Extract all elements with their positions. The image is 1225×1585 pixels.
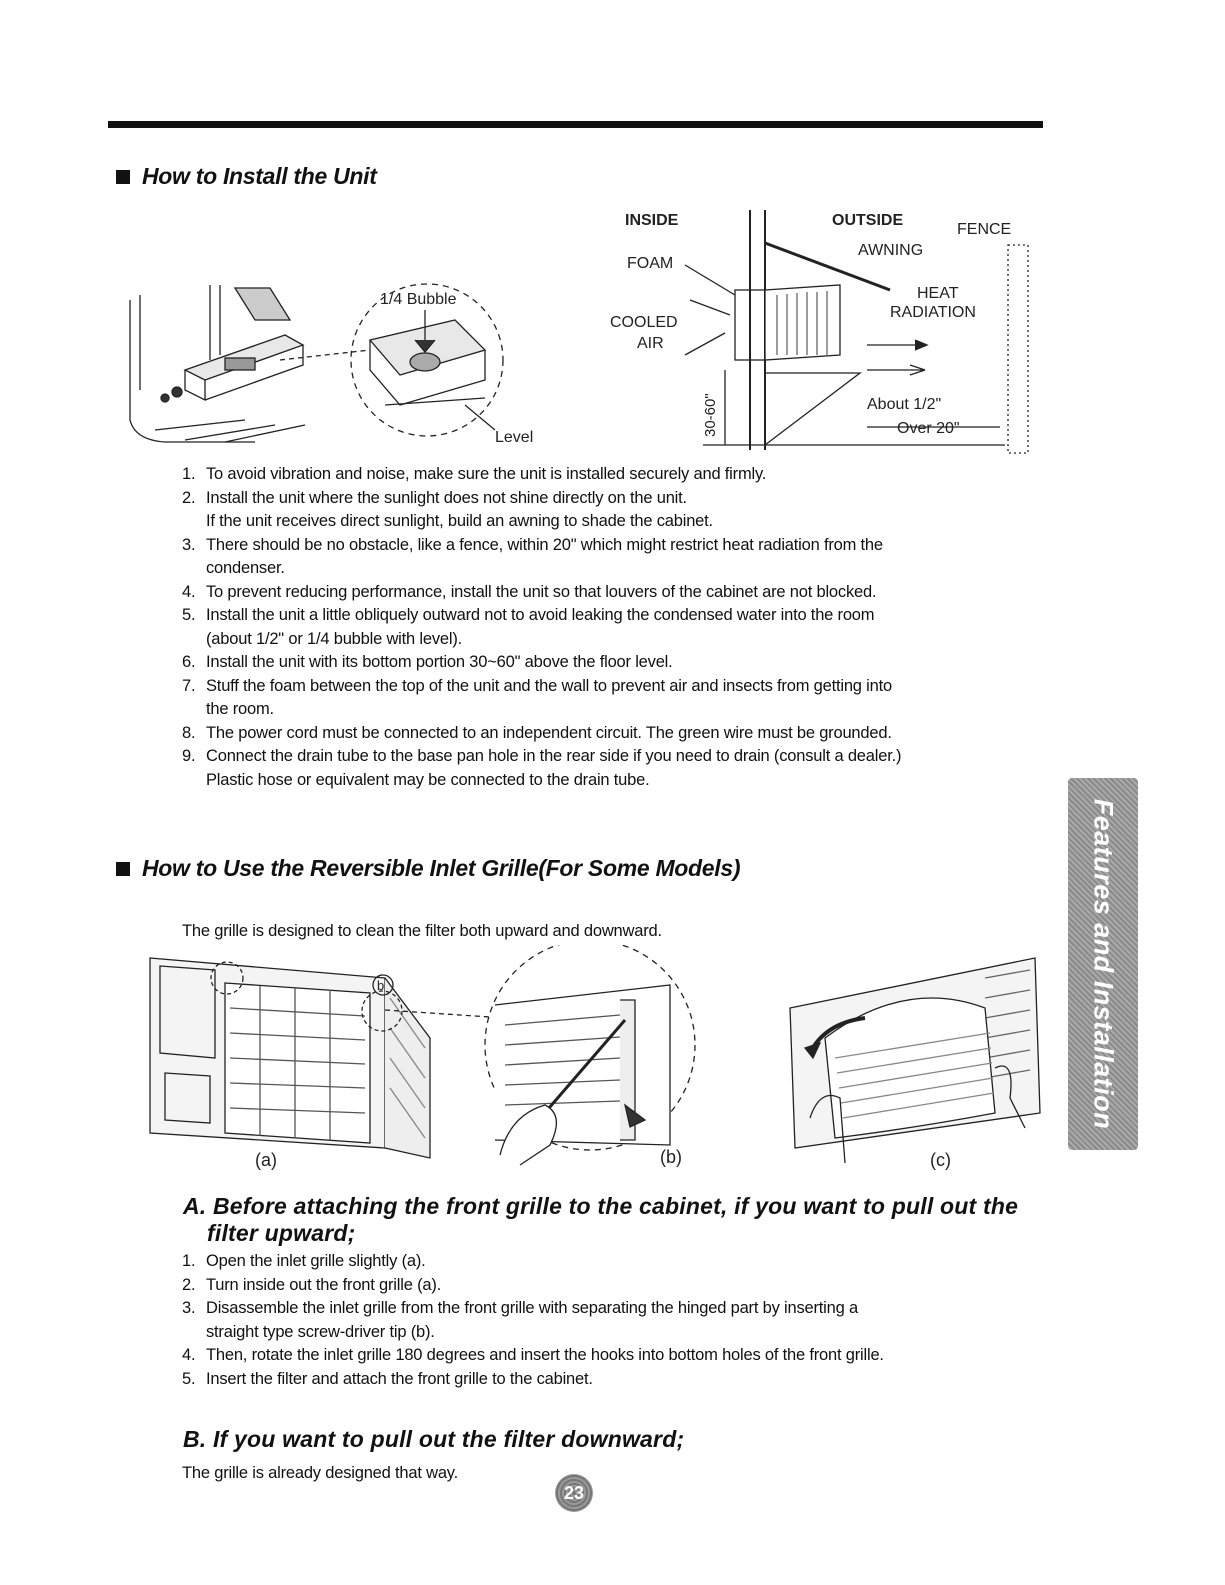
list-item: 3. Disassemble the inlet grille from the front grille with separating the hinged part by inserting a straight type screw-driver tip (b). — [182, 1299, 858, 1341]
list-item: 8. The power cord must be connected to an independent circuit. The green wire must be grounded. — [182, 723, 892, 742]
heading-a: A. Before attaching the front grille to the cabinet, if you want to pull out the filter upward; — [183, 1193, 1019, 1246]
list-item: 1. Open the inlet grille slightly (a). — [182, 1252, 426, 1270]
section-heading-install — [116, 163, 377, 190]
level-bubble-figure — [125, 280, 560, 450]
bubble-label: 1/4 Bubble — [380, 291, 457, 308]
side-tab — [1068, 778, 1138, 1150]
over-label: Over 20" — [897, 420, 960, 437]
bullet-square — [116, 862, 130, 876]
figure-a-label: (a) — [255, 1150, 277, 1170]
foam-label: FOAM — [627, 255, 674, 272]
figure-b — [380, 945, 720, 1170]
inside-label: INSIDE — [625, 212, 679, 229]
heat-label: HEAT — [917, 285, 959, 302]
fence-label: FENCE — [957, 221, 1012, 238]
list-item: 1. To avoid vibration and noise, make sure the unit is installed securely and firmly. — [182, 465, 767, 483]
figure-c-label: (c) — [930, 1150, 951, 1170]
steps-a-list — [182, 1250, 1044, 1391]
b-marker: b — [377, 978, 385, 993]
list-item: 2. Turn inside out the front grille (a). — [182, 1275, 442, 1294]
page-number: 23 — [555, 1474, 593, 1512]
section-title: How to Install the Unit — [142, 163, 377, 189]
heading-b: B. If you want to pull out the filter downward; — [183, 1426, 685, 1452]
list-item: 9. Connect the drain tube to the base pan hole in the rear side if you need to drain (consult a dealer.) Plastic hose or equivalent may be connected to the drain tube. — [182, 747, 902, 789]
figure-b-label: (b) — [660, 1147, 682, 1167]
list-item: 6. Install the unit with its bottom portion 30~60" above the floor level. — [182, 653, 673, 671]
radiation-label: RADIATION — [890, 304, 976, 321]
list-item: 7. Stuff the foam between the top of the unit and the wall to prevent air and insects from getting into the room. — [182, 676, 892, 718]
awning-label: AWNING — [858, 242, 924, 259]
list-item: 4. To prevent reducing performance, install the unit so that louvers of the cabinet are not blocked. — [182, 582, 877, 601]
side-tab-label: Features and Installation — [1088, 798, 1119, 1130]
list-item: 5. Insert the filter and attach the front grille to the cabinet. — [182, 1369, 593, 1388]
list-item: 4. Then, rotate the inlet grille 180 degrees and insert the hooks into bottom holes of the front grille. — [182, 1346, 884, 1364]
height-label: 30-60" — [702, 393, 719, 437]
list-item: 5. Install the unit a little obliquely outward not to avoid leaking the condensed water into the room (about 1/2" or 1/4 bubble with level). — [182, 606, 875, 648]
figure-c — [785, 948, 1050, 1173]
level-label: Level — [495, 429, 534, 446]
list-item: 3. There should be no obstacle, like a fence, within 20" which might restrict heat radiation from the condenser. — [182, 535, 883, 577]
bullet-square — [116, 170, 130, 184]
cooled-label: COOLED — [610, 314, 678, 331]
installation-side-view-figure — [605, 205, 1040, 455]
air-label: AIR — [637, 335, 664, 352]
top-rule — [108, 121, 1043, 128]
outside-label: OUTSIDE — [832, 212, 904, 229]
section-title: How to Use the Reversible Inlet Grille(For Some Models) — [142, 855, 741, 881]
text-b: The grille is already designed that way. — [182, 1464, 459, 1482]
section-heading-grille — [116, 855, 740, 882]
grille-intro: The grille is designed to clean the filter both upward and downward. — [182, 922, 662, 940]
install-steps-list — [182, 463, 1062, 792]
list-item: 2. Install the unit where the sunlight does not shine directly on the unit. If the unit receives direct sunlight, build an awning to shade the cabinet. — [182, 488, 713, 530]
about-label: About 1/2" — [867, 396, 942, 413]
